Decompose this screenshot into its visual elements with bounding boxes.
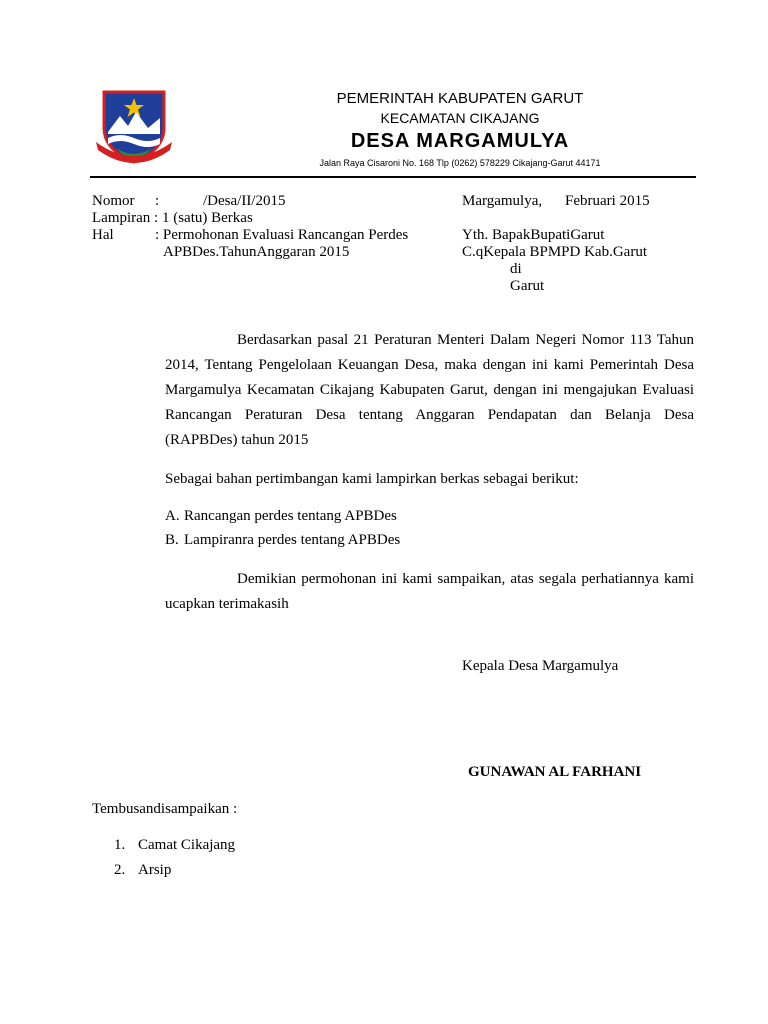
- attachment-item-text: Lampiranra perdes tentang APBDes: [184, 532, 401, 548]
- cc-item-marker: 1.: [114, 837, 126, 853]
- hal-value-line1: : Permohonan Evaluasi Rancangan Perdes: [155, 227, 409, 243]
- cc-item-text: Arsip: [138, 862, 172, 878]
- closing-paragraph-text: Demikian permohonan ini kami sampaikan, atas segala perhatiannya kami ucapkan terimakasih: [165, 571, 694, 612]
- cc-item-marker: 2.: [114, 862, 126, 878]
- recipient-line3: di: [510, 261, 522, 277]
- office-address: Jalan Raya Cisaroni No. 168 Tlp (0262) 578229 Cikajang-Garut 44171: [319, 158, 601, 168]
- attachment-item-text: Rancangan perdes tentang APBDes: [184, 508, 397, 524]
- body-paragraph-2: Sebagai bahan pertimbangan kami lampirkan berkas sebagai berikut:: [165, 471, 579, 487]
- signatory-name: GUNAWAN AL FARHANI: [468, 764, 642, 780]
- nomor-colon: :: [155, 193, 160, 209]
- lampiran-line: Lampiran : 1 (satu) Berkas: [92, 210, 253, 226]
- letter-place: Margamulya,: [462, 193, 543, 209]
- letterhead-divider: [90, 176, 696, 178]
- recipient-line2: C.qKepala BPMPD Kab.Garut: [462, 244, 647, 260]
- nomor-value: /Desa/II/2015: [203, 193, 286, 209]
- government-title: PEMERINTAH KABUPATEN GARUT: [336, 90, 584, 107]
- hal-value-line2: APBDes.TahunAnggaran 2015: [163, 244, 350, 260]
- letter-date: Februari 2015: [565, 193, 650, 209]
- district-title: KECAMATAN CIKAJANG: [380, 110, 540, 126]
- recipient-line4: Garut: [510, 278, 545, 294]
- regency-emblem: [94, 88, 174, 166]
- attachment-item-marker: B.: [165, 532, 179, 548]
- cc-item-text: Camat Cikajang: [138, 837, 236, 853]
- body-paragraph-1: [165, 328, 694, 453]
- hal-label: Hal: [92, 227, 114, 243]
- cc-title: Tembusandisampaikan :: [92, 801, 238, 817]
- signatory-title: Kepala Desa Margamulya: [462, 658, 619, 674]
- recipient-line1: Yth. BapakBupatiGarut: [462, 227, 605, 243]
- nomor-label: Nomor: [92, 193, 135, 209]
- body-paragraph-1-text: Berdasarkan pasal 21 Peraturan Menteri Dalam Negeri Nomor 113 Tahun 2014, Tentang Pengelolaan Keuangan Desa, maka dengan ini kami Pemerintah Desa Margamulya Kecamatan Cikajang Kabupaten Garut, dengan ini mengajukan Evaluasi Rancangan Peraturan Desa tentang Anggaran Pendapatan dan Belanja Desa (RAPBDes) tahun 2015: [165, 332, 694, 448]
- attachment-item-marker: A.: [165, 508, 180, 524]
- closing-paragraph: [165, 567, 694, 617]
- village-title: DESA MARGAMULYA: [350, 130, 570, 152]
